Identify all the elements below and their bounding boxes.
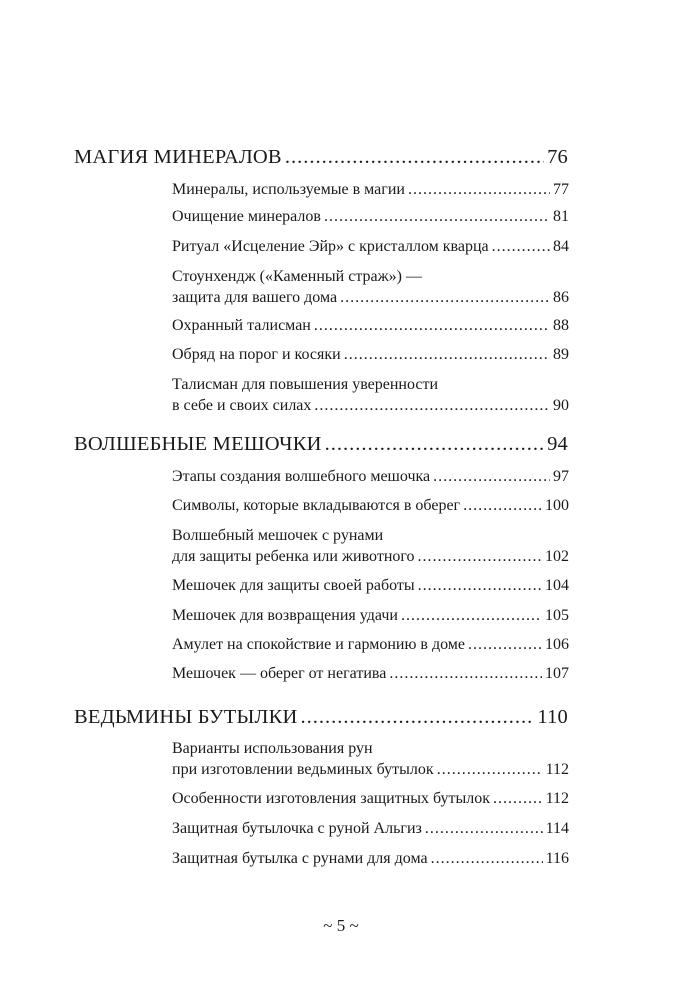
dot-leader <box>433 468 550 486</box>
toc-entry <box>172 607 569 625</box>
dot-leader <box>425 820 543 838</box>
chapter-page-number: 110 <box>537 706 568 728</box>
toc-entry <box>172 468 569 486</box>
entry-title: Обряд на порог и косяки <box>172 346 341 363</box>
chapter-heading <box>74 146 568 169</box>
chapter-title: ВЕДЬМИНЫ БУТЫЛКИ <box>74 706 298 728</box>
dot-leader <box>437 761 543 779</box>
entry-title: Охранный талисман <box>172 317 311 334</box>
page-number-footer: ~ 5 ~ <box>323 916 359 935</box>
entry-page-number: 102 <box>545 548 569 565</box>
entry-title: Амулет на спокойствие и гармонию в доме <box>172 636 466 653</box>
entry-title: Минералы, используемые в магии <box>172 181 405 198</box>
toc-entry <box>172 497 569 515</box>
toc-entry <box>172 577 569 595</box>
dot-leader <box>408 181 550 199</box>
entry-title: Мешочек — оберег от негатива <box>172 665 387 682</box>
entry-title: Защитная бутылка с рунами для дома <box>172 850 428 867</box>
entry-page-number: 100 <box>545 497 569 514</box>
dot-leader <box>389 665 542 683</box>
dot-leader <box>301 706 535 729</box>
toc-entry <box>172 820 569 838</box>
toc-entry <box>172 289 569 307</box>
entry-page-number: 77 <box>553 181 569 198</box>
dot-leader <box>325 433 545 456</box>
entry-title: Этапы создания волшебного мешочка <box>172 468 431 485</box>
entry-page-number: 84 <box>553 238 569 255</box>
toc-entry <box>172 208 569 226</box>
toc-entry <box>172 346 569 364</box>
entry-title: защита для вашего дома <box>172 289 338 306</box>
dot-leader <box>285 146 544 169</box>
entry-page-number: 88 <box>553 317 569 334</box>
entry-page-number: 112 <box>545 790 569 807</box>
entry-title-first-line: Стоунхендж («Каменный страж») — <box>172 268 422 285</box>
chapter-title: ВОЛШЕБНЫЕ МЕШОЧКИ <box>74 433 322 455</box>
dot-leader <box>418 577 542 595</box>
entry-page-number: 107 <box>545 665 569 682</box>
entry-title-first-line: Варианты использования рун <box>172 740 373 757</box>
toc-entry <box>172 317 569 335</box>
entry-title: Особенности изготовления защитных бутылок <box>172 790 491 807</box>
toc-entry <box>172 790 569 808</box>
dot-leader <box>314 317 550 335</box>
entry-title: Ритуал «Исцеление Эйр» с кристаллом кварца <box>172 238 489 255</box>
dot-leader <box>344 346 550 364</box>
chapter-heading <box>74 433 568 456</box>
toc-entry <box>172 850 569 868</box>
entry-title: Очищение минералов <box>172 208 321 225</box>
entry-page-number: 114 <box>545 820 569 837</box>
dot-leader <box>324 208 550 226</box>
entry-page-number: 97 <box>553 468 569 485</box>
dot-leader <box>468 636 542 654</box>
dot-leader <box>401 607 542 625</box>
dot-leader <box>418 548 542 566</box>
entry-title: Символы, которые вкладываются в оберег <box>172 497 461 514</box>
entry-page-number: 112 <box>545 761 569 778</box>
entry-page-number: 81 <box>553 208 569 225</box>
entry-title-first-line: Волшебный мешочек с рунами <box>172 527 384 544</box>
entry-title: Защитная бутылочка с руной Альгиз <box>172 820 422 837</box>
entry-title: Мешочек для защиты своей работы <box>172 577 415 594</box>
entry-title: для защиты ребенка или животного <box>172 548 415 565</box>
chapter-page-number: 76 <box>547 146 568 168</box>
entry-page-number: 106 <box>545 636 569 653</box>
entry-page-number: 116 <box>545 850 569 867</box>
toc-entry <box>172 397 569 415</box>
dot-leader <box>463 497 542 515</box>
chapter-title: МАГИЯ МИНЕРАЛОВ <box>74 146 282 168</box>
dot-leader <box>340 289 550 307</box>
entry-page-number: 89 <box>553 346 569 363</box>
dot-leader <box>314 397 550 415</box>
entry-title: в себе и своих силах <box>172 397 312 414</box>
entry-title: при изготовлении ведьминых бутылок <box>172 761 434 778</box>
toc-entry <box>172 761 569 779</box>
toc-entry <box>172 665 569 683</box>
chapter-heading <box>74 706 568 729</box>
entry-title: Мешочек для возвращения удачи <box>172 607 398 624</box>
toc-entry <box>172 238 569 256</box>
entry-page-number: 105 <box>545 607 569 624</box>
dot-leader <box>431 850 543 868</box>
toc-entry <box>172 548 569 566</box>
entry-page-number: 86 <box>553 289 569 306</box>
dot-leader <box>493 790 543 808</box>
entry-page-number: 104 <box>545 577 569 594</box>
dot-leader <box>492 238 550 256</box>
entry-page-number: 90 <box>553 397 569 414</box>
toc-entry <box>172 181 569 199</box>
chapter-page-number: 94 <box>547 433 568 455</box>
entry-title-first-line: Талисман для повышения уверенности <box>172 376 439 393</box>
toc-entry <box>172 636 569 654</box>
